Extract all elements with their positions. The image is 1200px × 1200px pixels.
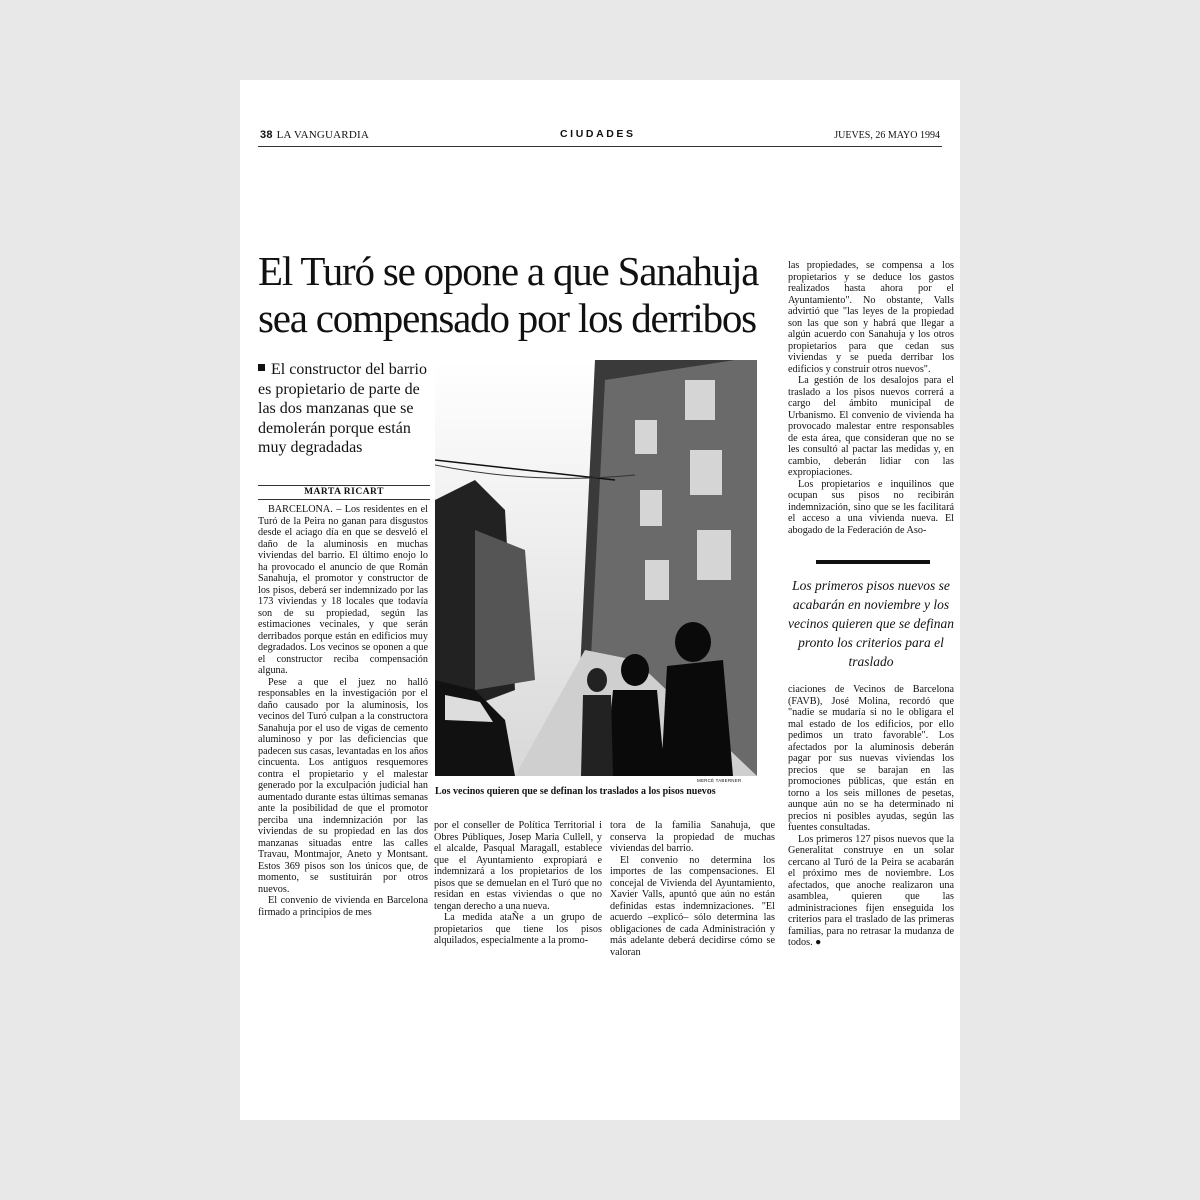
text-column-1 — [258, 504, 428, 918]
headline: El Turó se opone a que Sanahuja sea compensado por los derribos — [258, 248, 759, 341]
byline: MARTA RICART — [304, 487, 384, 497]
paragraph: El convenio no determina los importes de las compensaciones. El concejal de Vivienda del Ayuntamiento, Xavier Valls, apuntó que aún no están definidas estas indemnizaciones. "El acuerdo –explicó– sólo determina las obligaciones de cada Administración y más adelante deberá decidirse cómo se valoran — [610, 854, 775, 958]
subhead — [258, 360, 428, 458]
paragraph: por el conseller de Política Territorial i Obres Públiques, Josep Maria Cullell, y el alcalde, Pasqual Maragall, establece que el Ayuntamiento expropiará e indemnizará a los propietarios de los pisos que se demuelan en el Turó que no residan en estas viviendas o que no tengan derecho a una nueva. — [434, 820, 602, 912]
paragraph: BARCELONA. – Los residentes en el Turó de la Peira no ganan para disgustos desde el aciago día en que se desveló el daño de la aluminosis en muchas viviendas del barrio. El último enojo lo ha provocado el anuncio de que Román Sanahuja, el promotor y constructor de los pisos, deberá ser indemnizado por las 173 viviendas y 18 locales que todavía son de su propiedad, según las estimaciones vecinales, y que serán derribados porque están en edificios muy degradados. Los vecinos se oponen a que el constructor reciba compensación alguna. — [258, 504, 428, 676]
publication-name: LA VANGUARDIA — [276, 129, 369, 141]
pull-quote-rule — [816, 560, 930, 564]
paragraph: ciaciones de Vecinos de Barcelona (FAVB), José Molina, recordó que "nadie se mudaría si no le obligara el mal estado de los edificios, por ello pedimos un trato favorable". Los afectados por la aluminosis deberán pagar por sus nuevas viviendas los precios que se barajan en las promociones públicas, que están en torno a los seis millones de pesetas, aunque aún no se ha determinado ni precios ni posibles ayudas, según las fuentes consultadas. — [788, 684, 954, 833]
photo-credit: MERCÈ TABERNER — [697, 778, 742, 783]
text-column-2 — [434, 820, 602, 947]
paragraph: La gestión de los desalojos para el traslado a los pisos nuevos correrá a cargo del ámbito municipal de Urbanismo. El convenio de vivienda ha provocado malestar entre responsables de esta área, que consideran que no se les consultó al pactar las medidas y, en cambio, deberán lidiar con las expropiaciones. — [788, 375, 954, 478]
newspaper-page — [240, 80, 960, 1120]
paragraph: El convenio de vivienda en Barcelona firmado a principios de mes — [258, 895, 428, 918]
photo-caption: Los vecinos quieren que se definan los traslados a los pisos nuevos — [435, 786, 716, 797]
page-number: 38 — [260, 129, 273, 141]
pull-quote: Los primeros pisos nuevos se acabarán en noviembre y los vecinos quieren que se definan pronto los criterios para el traslado — [788, 578, 954, 669]
section-name: CIUDADES — [560, 128, 636, 140]
paragraph: Los propietarios e inquilinos que ocupan sus pisos no recibirán indemnización, sino que se les facilitará el acceso a una vivienda nueva. El abogado de la Federación de Aso- — [788, 478, 954, 536]
byline-rule-top — [258, 485, 430, 486]
bullet-icon — [258, 364, 265, 371]
paragraph: las propiedades, se compensa a los propietarios y se deduce los gastos realizados hasta ahora por el Ayuntamiento". No obstante, Valls advirtió que "las leyes de la propiedad son las que son y habrá que llegar a algún acuerdo con Sanahuja y los otros propietarios para que cedan sus viviendas y se pueda derribar los edificios y construir otros nuevos". — [788, 260, 954, 375]
byline-rule-bottom — [258, 499, 430, 500]
text-column-3 — [610, 820, 775, 958]
street-photo-illustration — [435, 360, 757, 776]
issue-date: JUEVES, 26 MAYO 1994 — [834, 130, 940, 141]
text-column-4-continued — [788, 684, 954, 949]
subhead-text: El constructor del barrio es propietario de parte de las dos manzanas que se demolerán porque están muy degradadas — [258, 361, 427, 456]
page-number-publication — [260, 129, 369, 141]
text-column-4 — [788, 260, 954, 536]
paragraph: Los primeros 127 pisos nuevos que la Generalitat construye en un solar cercano al Turó de la Peira se acabarán el próximo mes de noviembre. Los afectados, que anoche realizaron una asamblea, quieren que las administraciones fijen enseguida los criterios para el traslado de las primeras familias, para no retrasar la mudanza de todos. ● — [788, 833, 954, 948]
paragraph: La medida ataÑe a un grupo de propietarios que tiene los pisos alquilados, especialmente a la promo- — [434, 912, 602, 946]
paragraph: tora de la familia Sanahuja, que conserva la propiedad de muchas viviendas del barrio. — [610, 820, 775, 854]
header-rule — [258, 146, 942, 147]
paragraph: Pese a que el juez no halló responsables en la investigación por el daño causado por la aluminosis, los vecinos del Turó culpan a la constructora Sanahuja por el uso de vigas de cemento aluminoso y por las deficiencias que padecen sus casas, levantadas en los años cincuenta. Los antiguos resquemores contra el propietario y el malestar generado por la exculpación judicial han aumentado durante estas últimas semanas ante la posibilidad de que el promotor perciba una indemnización por las viviendas de su propiedad en las dos manzanas situadas entre las calles Travau, Montmajor, Aneto y Montsant. Estos 369 pisos son los únicos que, de momento, se sustituirán por otros nuevos. — [258, 676, 428, 895]
street-photo — [435, 360, 757, 776]
